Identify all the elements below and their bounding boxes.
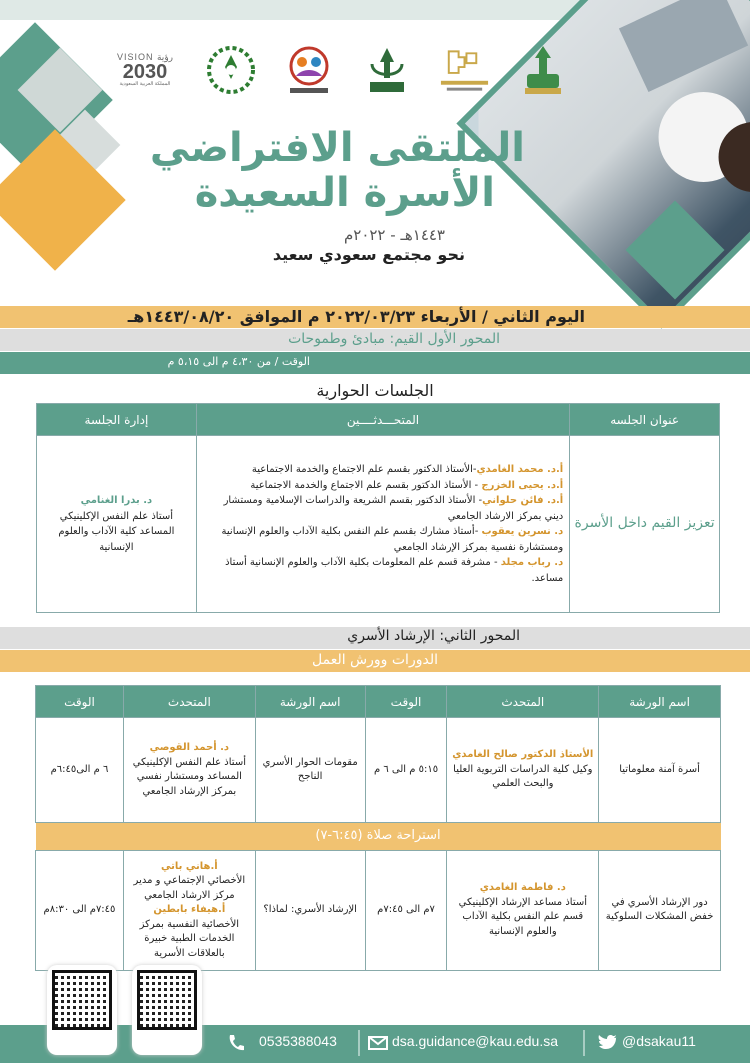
workshop-time: ٧م الى ٧:٤٥م <box>365 850 447 970</box>
sessions-header-row <box>37 404 720 436</box>
speaker-entry <box>203 462 563 478</box>
speaker-name: أ.د. فائن حلواني <box>482 495 564 506</box>
speaker-entry <box>203 478 563 494</box>
time-text: الوقت / من ٤،٣٠ م الى ٥،١٥ م <box>167 355 310 368</box>
session-speakers <box>196 436 569 613</box>
family-affairs-council-logo <box>437 43 492 98</box>
header-workshop: اسم الورشة <box>599 686 721 718</box>
speaker-name: د. رباب مجلد <box>500 557 564 568</box>
header-time: الوقت <box>36 686 124 718</box>
workshop-name: الإرشاد الأسري: لماذا؟ <box>255 850 365 970</box>
speaker-name: أ.د. يحيى الخزرج <box>481 479 564 491</box>
speaker-name: د. أحمد القوصي <box>149 742 230 753</box>
speaker-entry <box>203 493 563 524</box>
vision-sub-text: المملكة العربية السعودية <box>119 81 171 87</box>
speaker-name: أ.د. محمد الغامدي <box>476 464 564 475</box>
twitter-handle[interactable]: @dsakau11 <box>622 1033 696 1049</box>
speaker-entry <box>203 524 563 555</box>
session-topic: تعزيز القيم داخل الأسرة <box>570 436 720 613</box>
header-moderator: إدارة الجلسة <box>37 404 197 436</box>
qr-day2-label: اليوم الثاني <box>61 1045 103 1055</box>
axis1-text: المحور الأول القيم: مبادئ وطموحات <box>288 331 500 347</box>
twitter-icon <box>598 1035 618 1054</box>
speaker-desc: -أستاذ مشارك بقسم علم النفس بكلية الآداب والعلوم الإنسانية ومستشارة نفسية بمركز الإرشاد الجامعي <box>221 526 564 553</box>
header-workshop: اسم الورشة <box>255 686 365 718</box>
title-line2: الأسرة السعيدة <box>194 170 495 216</box>
sessions-title: الجلسات الحوارية <box>316 381 434 400</box>
speaker-entry <box>203 555 563 586</box>
moderator-name: د. بدرا الغنامي <box>80 495 153 506</box>
speaker-desc: - مشرفة قسم علم المعلومات بكلية الآداب والعلوم الإنسانية أستاذ مساعد. <box>225 557 564 584</box>
phone-icon <box>226 1033 246 1056</box>
speaker-name: أ.هيفاء بابطين <box>153 904 226 916</box>
day-date-text: اليوم الثاني / الأربعاء ٢٠٢٢/٠٣/٢٣ م الموافق ١٤٤٣/٠٨/٢٠هـ <box>127 307 585 326</box>
footer-divider <box>583 1030 585 1056</box>
axis2-text: المحور الثاني: الإرشاد الأسري <box>347 628 520 644</box>
header-topic: عنوان الجلسه <box>570 404 720 436</box>
workshop-name: أسرة آمنة معلوماتيا <box>599 718 721 823</box>
counseling-center-logo <box>281 43 336 98</box>
qr-code-day2[interactable] <box>52 970 112 1030</box>
kau-logo <box>515 43 570 98</box>
speaker-name: أ.هاني باتي <box>161 860 218 872</box>
header-speaker: المتحدث <box>447 686 599 718</box>
sessions-table <box>36 403 720 613</box>
speaker-desc: أستاذ علم النفس الإكلينيكي المساعد ومستشار نفسي بمركز الإرشاد الجامعي <box>132 756 246 797</box>
speaker-desc: - الأستاذ الدكتور بقسم علم الاجتماع والخدمة الاجتماعية <box>250 479 482 491</box>
speaker-desc: - الأستاذ الدكتور بقسم الشريعة والدراسات الإسلامية ومستشار ديني بمركز الارشاد الجامعي <box>223 495 564 522</box>
courses-text: الدورات وورش العمل <box>312 652 438 668</box>
prayer-break-row <box>36 823 721 851</box>
workshop-speaker <box>447 718 599 823</box>
speaker-desc: أستاذ مساعد الإرشاد الإكلينيكي قسم علم النفس بكلية الآداب والعلوم الإنسانية <box>458 896 588 937</box>
speaker-name: د. فاطمة الغامدي <box>479 882 566 894</box>
speaker-desc: -الأستاذ الدكتور بقسم علم الاجتماع والخدمة الاجتماعية <box>251 464 477 475</box>
speaker-desc: الأخصائية النفسية بمركز الخدمات الطبية خبيرة بالعلاقات الأسرية <box>139 918 240 959</box>
speaker-desc: وكيل كلية الدراسات التربوية العليا والبحث العلمي <box>453 763 593 790</box>
title-line1: الملتقى الافتراضي <box>149 125 525 171</box>
event-year: ١٤٤٣هـ - ٢٠٢٢م <box>343 226 445 244</box>
header-speakers: المتحـــدثــــين <box>196 404 569 436</box>
event-motto: نحو مجتمع سعودي سعيد <box>272 245 465 264</box>
qr-day1-card[interactable] <box>132 965 202 1055</box>
phone-number[interactable]: 0535388043 <box>259 1033 337 1049</box>
email-address[interactable]: dsa.guidance@kau.edu.sa <box>392 1033 558 1049</box>
workshop-row <box>36 718 721 823</box>
session-moderator <box>37 436 197 613</box>
vision-year-text: 2030 <box>122 61 168 83</box>
society-logo <box>203 43 258 98</box>
speaker-name: د. نسرين يعقوب <box>481 526 564 537</box>
workshop-speaker <box>123 718 255 823</box>
speaker-name: الأستاذ الدكتور صالح الغامدي <box>452 749 594 761</box>
workshop-time: ٧:٤٥م الى ٨:٣٠م <box>36 850 124 970</box>
qr-day1-label: اليوم الأول <box>147 1045 187 1055</box>
header-speaker: المتحدث <box>123 686 255 718</box>
email-icon <box>368 1036 388 1053</box>
workshop-name: دور الإرشاد الأسري في خفض المشكلات السلوكية <box>599 850 721 970</box>
speaker-desc: الأخصائي الإجتماعي و مدير مركز الارشاد الجامعي <box>133 875 246 901</box>
workshop-time: ٦ م الى٦:٤٥م <box>36 718 124 823</box>
moderator-desc: أستاذ علم النفس الإكلينيكي المساعد كلية الآداب والعلوم الإنسانية <box>58 510 175 553</box>
session-row <box>37 436 720 613</box>
workshop-speaker <box>123 850 255 970</box>
footer-divider <box>358 1030 360 1056</box>
guidance-center-logo <box>359 43 414 98</box>
time-bar <box>0 352 750 374</box>
workshop-speaker <box>447 850 599 970</box>
workshop-name: مقومات الحوار الأسري الناجح <box>255 718 365 823</box>
vision-2030-logo <box>110 53 180 87</box>
qr-day2-card[interactable] <box>47 965 117 1055</box>
workshops-table <box>35 685 721 971</box>
header-time: الوقت <box>365 686 447 718</box>
vision-top-text: VISION رؤية <box>116 52 174 62</box>
qr-code-day1[interactable] <box>137 970 197 1030</box>
workshops-header-row <box>36 686 721 718</box>
prayer-break-text: استراحة صلاة (٦:٤٥-٧) <box>36 823 721 851</box>
workshop-row <box>36 850 721 970</box>
workshop-time: ٥:١٥ م الى ٦ م <box>365 718 447 823</box>
logos-row <box>110 40 570 100</box>
